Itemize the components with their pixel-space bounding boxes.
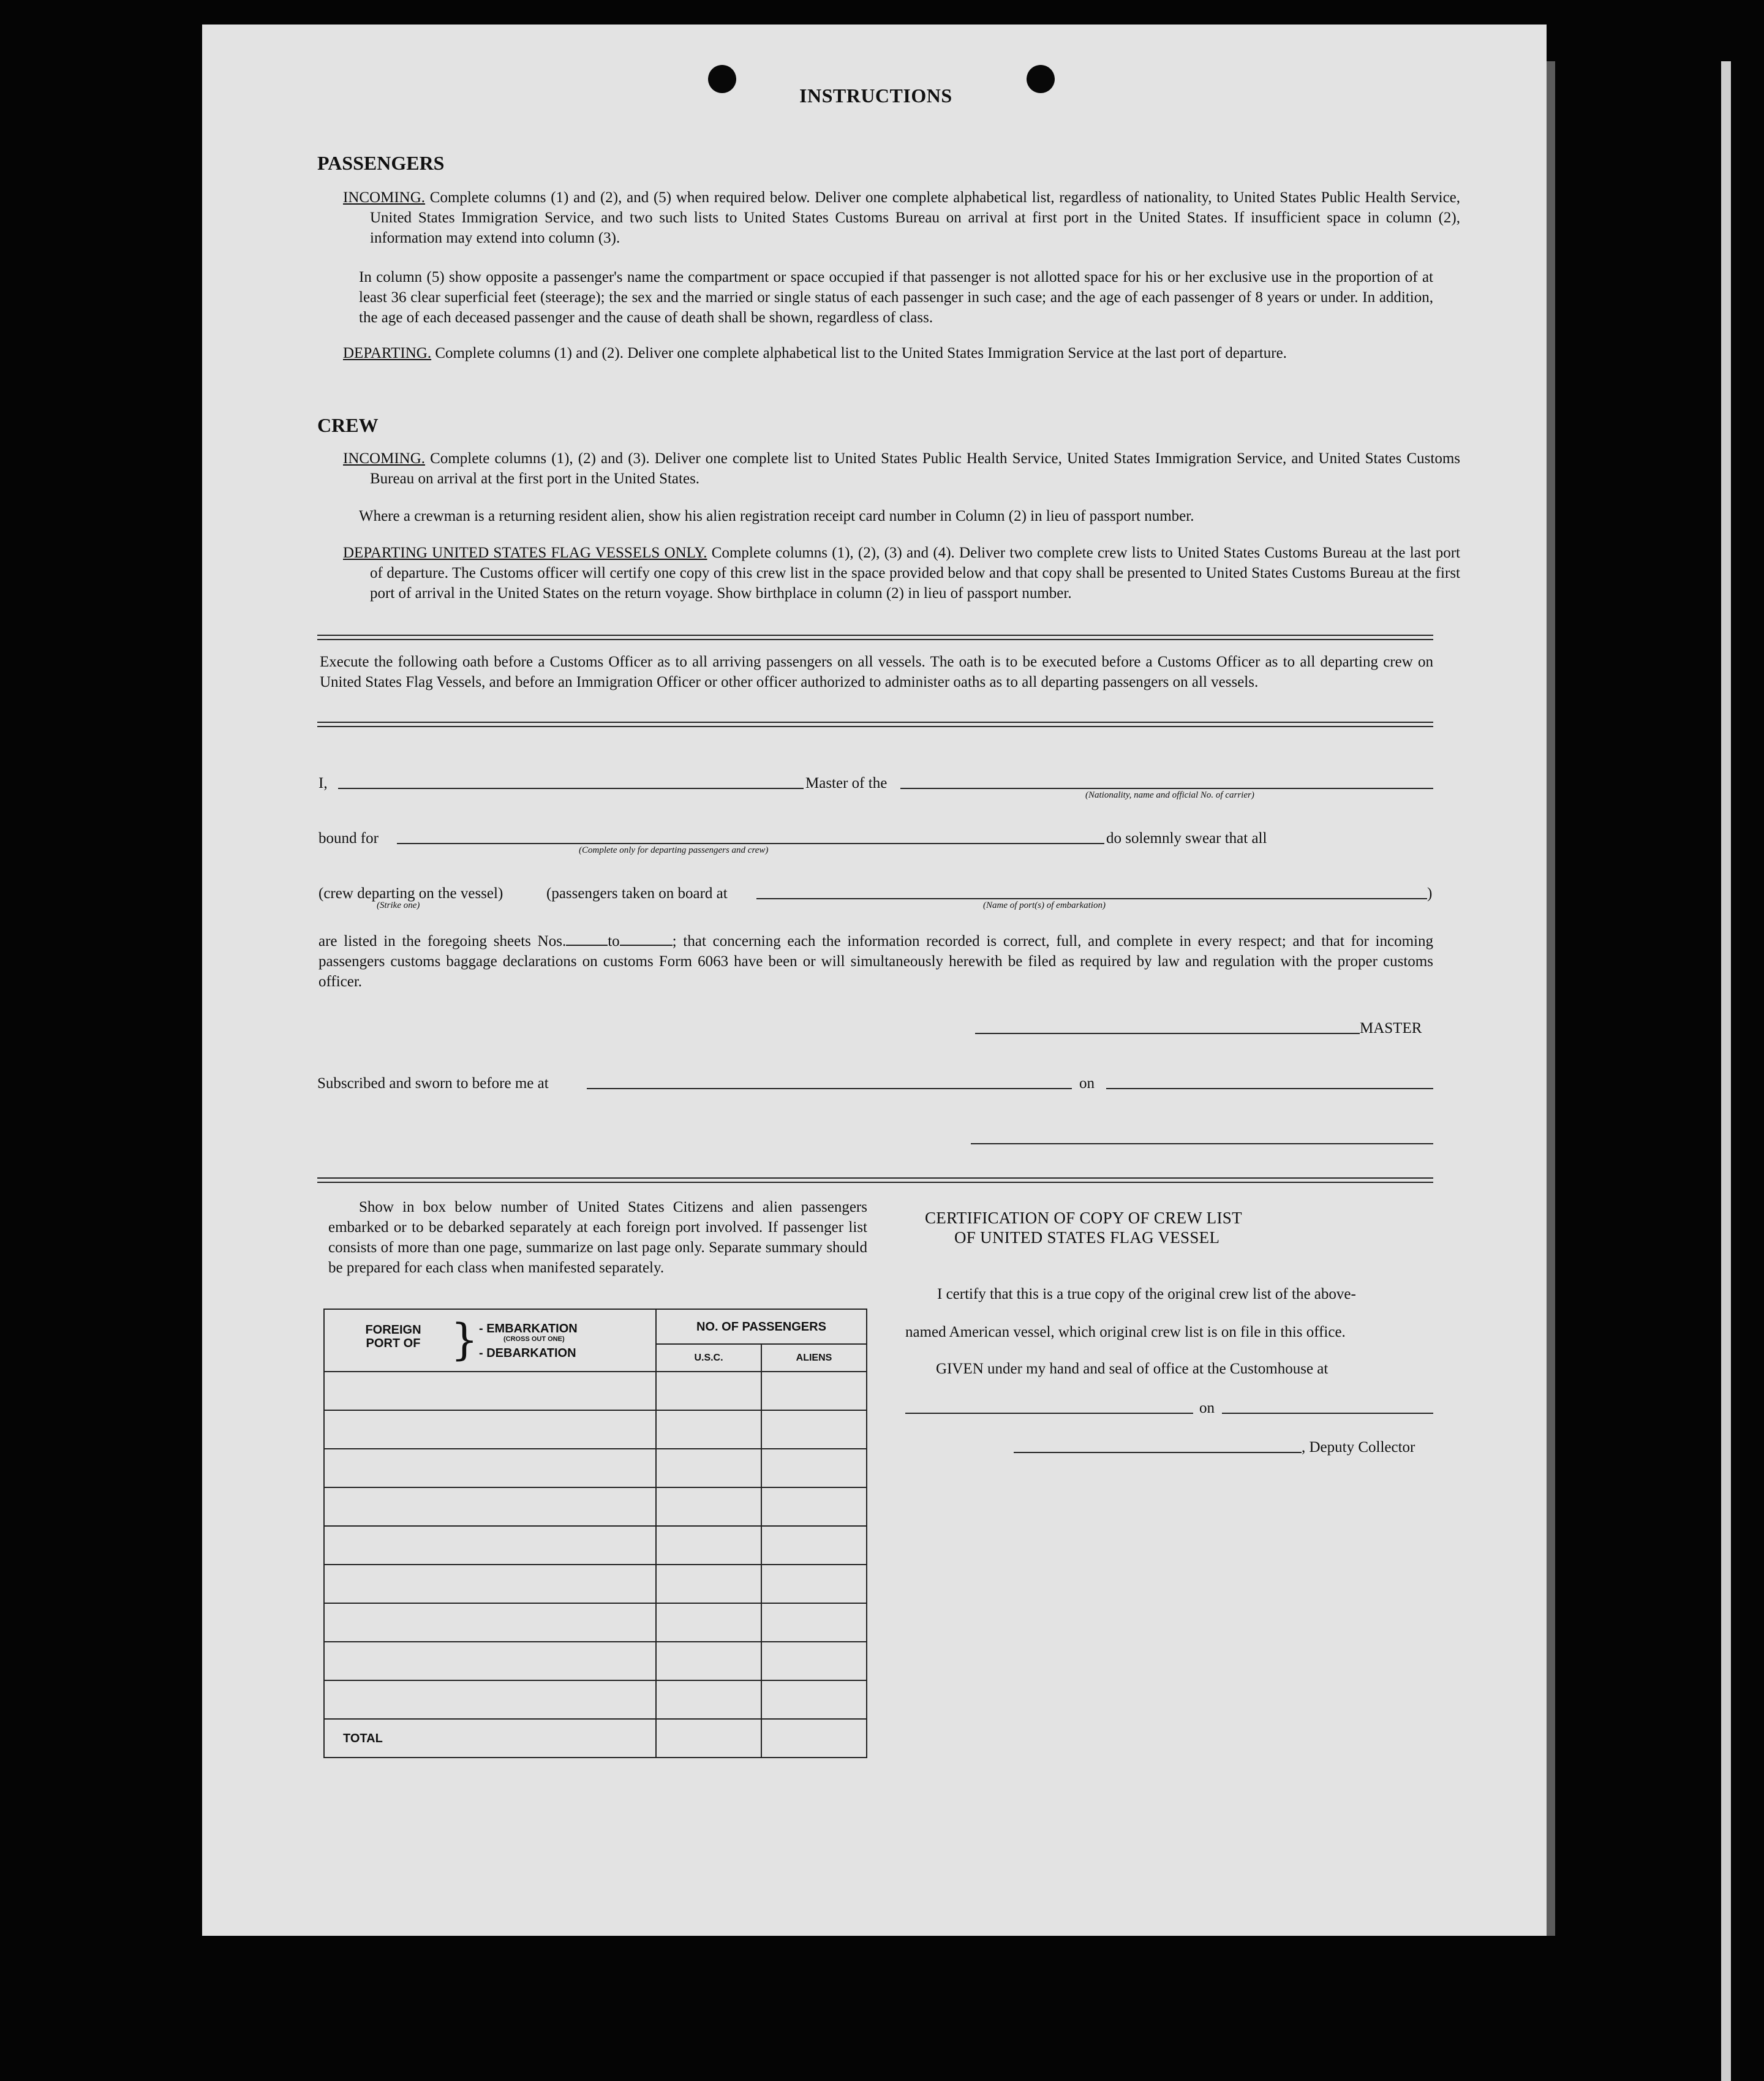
passengers-departing-text: Complete columns (1) and (2). Deliver one complete alphabetical list to the United States Immigration Service at the last port of departure.	[435, 345, 1287, 361]
punch-hole-left	[708, 65, 736, 93]
oath-intro: Execute the following oath before a Customs Officer as to all arriving passengers on all vessels. The oath is to be executed before a Customs Officer as to all departing crew on United States Flag Vessels, and before an Immigration Officer or other officer authorized to administer oaths as to all departing passengers on all vessels.	[320, 654, 1433, 690]
port-cell[interactable]	[324, 1449, 656, 1487]
embarkation-ports-field[interactable]	[756, 898, 1427, 899]
scan-shadow-band	[1547, 61, 1555, 1936]
oath-listed-a: are listed in the foregoing sheets Nos.	[318, 933, 567, 950]
table-row[interactable]	[324, 1449, 867, 1487]
oath-master-of-the: Master of the	[805, 775, 888, 791]
certification-text-1: I certify that this is a true copy of the original crew list of the above-	[937, 1286, 1356, 1302]
port-header-cell	[324, 1309, 656, 1372]
sworn-date-field[interactable]	[1106, 1088, 1433, 1089]
aliens-header: ALIENS	[761, 1344, 867, 1372]
sheets-from-field[interactable]	[566, 931, 608, 946]
usc-cell[interactable]	[656, 1410, 761, 1449]
brace-icon: }	[451, 1315, 478, 1365]
table-row[interactable]	[324, 1526, 867, 1565]
oath-i: I,	[318, 775, 328, 791]
usc-cell[interactable]	[656, 1487, 761, 1526]
embarkation-label: - EMBARKATION	[479, 1322, 578, 1335]
officer-signature-field[interactable]	[971, 1143, 1433, 1144]
crew-incoming	[343, 448, 1460, 489]
bound-for-caption: (Complete only for departing passengers and crew)	[579, 845, 769, 855]
passengers-column5: In column (5) show opposite a passenger's name the compartment or space occupied if that passenger is not allotted space for his or her exclusive use in the proportion of at least 36 clear superficial feet (steerage); the sex and the married or single status of each passenger in such case; and the age of each passenger of 8 years or under. In addition, the age of each deceased passenger and the cause of death shall be shown, regardless of class.	[359, 269, 1433, 326]
oath-swear: do solemnly swear that all	[1106, 830, 1267, 847]
oath-listed-to: to	[608, 933, 620, 950]
aliens-cell[interactable]	[761, 1487, 867, 1526]
total-label: TOTAL	[343, 1731, 383, 1745]
passengers-incoming-label: INCOMING.	[343, 189, 426, 206]
right-edge-strip	[1721, 61, 1731, 2081]
usc-cell[interactable]	[656, 1526, 761, 1565]
certification-on: on	[1199, 1400, 1215, 1416]
punch-hole-right	[1027, 65, 1055, 93]
usc-cell[interactable]	[656, 1642, 761, 1680]
no-passengers-header: NO. OF PASSENGERS	[656, 1309, 867, 1344]
sheets-to-field[interactable]	[620, 931, 673, 946]
port-cell[interactable]	[324, 1603, 656, 1642]
table-row[interactable]	[324, 1565, 867, 1603]
passenger-summary-table	[323, 1309, 867, 1758]
passengers-departing-label: DEPARTING.	[343, 345, 432, 361]
certification-heading-2: OF UNITED STATES FLAG VESSEL	[954, 1228, 1220, 1247]
crew-heading: CREW	[317, 414, 379, 436]
crew-resident-alien: Where a crewman is a returning resident alien, show his alien registration receipt card number in Column (2) in lieu of passport number.	[359, 508, 1194, 524]
table-row[interactable]	[324, 1642, 867, 1680]
aliens-cell[interactable]	[761, 1410, 867, 1449]
aliens-cell[interactable]	[761, 1526, 867, 1565]
port-header: FOREIGN PORT OF	[365, 1323, 421, 1350]
aliens-cell[interactable]	[761, 1449, 867, 1487]
port-cell[interactable]	[324, 1526, 656, 1565]
passengers-heading: PASSENGERS	[317, 152, 445, 174]
aliens-cell[interactable]	[761, 1642, 867, 1680]
summary-intro: Show in box below number of United States Citizens and alien passengers embarked or to be debarked separately at each foreign port involved. If passenger list consists of more than one page, summarize on last page only. Separate summary should be prepared for each class when manifested separately.	[328, 1199, 867, 1276]
crew-incoming-label: INCOMING.	[343, 450, 426, 467]
page-title: INSTRUCTIONS	[799, 85, 952, 107]
crew-departing-text: Complete columns (1), (2), (3) and (4). Deliver two complete crew lists to United States Customs Bureau at the last port of departure. The Customs officer will certify one copy of this crew list in the space provided below and that copy shall be presented to United States Customs Bureau at the first port of arrival in the United States on the return voyage. Show birthplace in column (2) in lieu of passport number.	[370, 545, 1461, 602]
master-signature-field[interactable]	[975, 1033, 1360, 1034]
oath-bound-for: bound for	[318, 830, 379, 847]
form-page	[202, 25, 1547, 1936]
aliens-cell[interactable]	[761, 1372, 867, 1410]
usc-cell[interactable]	[656, 1680, 761, 1719]
port-cell[interactable]	[324, 1565, 656, 1603]
divider-3	[317, 1177, 1433, 1183]
oath-passengers-taken: (passengers taken on board at	[546, 885, 728, 902]
certification-date-field[interactable]	[1222, 1413, 1433, 1414]
total-label-cell	[324, 1719, 656, 1758]
crew-departing	[343, 543, 1460, 603]
oath-crew-departing: (crew departing on the vessel)	[318, 885, 503, 902]
port-cell[interactable]	[324, 1410, 656, 1449]
ports-caption: (Name of port(s) of embarkation)	[983, 901, 1106, 910]
port-cell[interactable]	[324, 1487, 656, 1526]
table-row[interactable]	[324, 1680, 867, 1719]
strike-one-caption: (Strike one)	[377, 901, 420, 910]
master-name-field[interactable]	[338, 788, 804, 789]
sworn-place-field[interactable]	[587, 1088, 1072, 1089]
total-aliens-cell[interactable]	[761, 1719, 867, 1758]
table-row[interactable]	[324, 1603, 867, 1642]
bound-for-field[interactable]	[397, 843, 1104, 844]
table-row[interactable]	[324, 1410, 867, 1449]
customhouse-field[interactable]	[905, 1413, 1193, 1414]
usc-cell[interactable]	[656, 1565, 761, 1603]
port-cell[interactable]	[324, 1642, 656, 1680]
crew-departing-label: DEPARTING UNITED STATES FLAG VESSELS ONLY.	[343, 545, 707, 561]
oath-subscribed: Subscribed and sworn to before me at	[317, 1075, 549, 1092]
passengers-departing	[343, 343, 1460, 363]
crew-incoming-text: Complete columns (1), (2) and (3). Deliver one complete list to United States Public Health Service, United States Immigration Service, and United States Customs Bureau on arrival at the first port in the United States.	[370, 450, 1461, 487]
divider-2	[317, 722, 1433, 727]
aliens-cell[interactable]	[761, 1680, 867, 1719]
port-cell[interactable]	[324, 1372, 656, 1410]
cross-out-label: (CROSS OUT ONE)	[503, 1335, 565, 1343]
certification-heading-1: CERTIFICATION OF COPY OF CREW LIST	[925, 1209, 1242, 1227]
certification-deputy: , Deputy Collector	[1302, 1439, 1415, 1456]
certification-text-2: named American vessel, which original crew list is on file in this office.	[905, 1324, 1346, 1340]
total-row[interactable]	[324, 1719, 867, 1758]
aliens-cell[interactable]	[761, 1603, 867, 1642]
deputy-collector-field[interactable]	[1014, 1452, 1302, 1453]
usc-cell[interactable]	[656, 1603, 761, 1642]
usc-cell[interactable]	[656, 1372, 761, 1410]
total-usc-cell[interactable]	[656, 1719, 761, 1758]
divider-1	[317, 635, 1433, 640]
table-row[interactable]	[324, 1372, 867, 1410]
table-row[interactable]	[324, 1487, 867, 1526]
oath-master: MASTER	[1360, 1020, 1422, 1037]
debarkation-label: - DEBARKATION	[479, 1346, 576, 1360]
usc-header: U.S.C.	[656, 1344, 761, 1372]
oath-listed	[318, 931, 1433, 992]
aliens-cell[interactable]	[761, 1565, 867, 1603]
usc-cell[interactable]	[656, 1449, 761, 1487]
carrier-field[interactable]	[900, 788, 1433, 789]
carrier-caption: (Nationality, name and official No. of carrier)	[1085, 790, 1254, 800]
passengers-incoming-text: Complete columns (1) and (2), and (5) when required below. Deliver one complete alphabetical list, regardless of nationality, to United States Public Health Service, United States Immigration Service, and two such lists to United States Customs Bureau on arrival at first port in the United States. If insufficient space in column (2), information may extend into column (3).	[370, 189, 1461, 246]
port-cell[interactable]	[324, 1680, 656, 1719]
oath-close-paren: )	[1427, 885, 1433, 902]
oath-listed-b: ; that concerning each the information recorded is correct, full, and complete in every respect; and that for incoming passengers customs baggage declarations on customs Form 6063 have been or will simultaneously herewith be filed as required by law and regulation with the proper customs officer.	[318, 933, 1433, 990]
certification-text-3: GIVEN under my hand and seal of office at the Customhouse at	[936, 1361, 1329, 1377]
passengers-incoming	[343, 187, 1460, 248]
oath-on: on	[1079, 1075, 1095, 1092]
